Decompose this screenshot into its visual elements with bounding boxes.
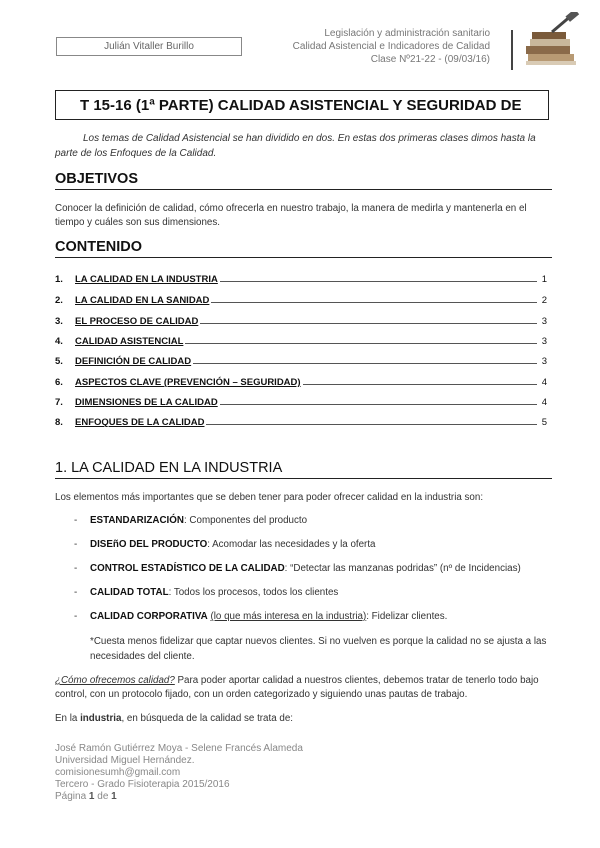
toc-item[interactable] (55, 353, 547, 367)
bullet-term: CALIDAD CORPORATIVA (90, 611, 208, 622)
industria-paragraph (55, 712, 553, 726)
question-paragraph (55, 674, 553, 702)
footer-university: Universidad Miguel Hernández. (55, 755, 195, 766)
toc-number: 8. (55, 417, 63, 428)
contenido-heading: CONTENIDO (55, 239, 552, 258)
toc-page: 5 (541, 417, 547, 428)
toc-page: 1 (541, 274, 547, 285)
bullet-text: : Fidelizar clientes. (366, 611, 448, 622)
toc-page: 4 (541, 377, 547, 388)
list-item: - DISEñO DEL PRODUCTO: Acomodar las necesidades y la oferta (74, 539, 376, 550)
toc-leader (220, 404, 537, 405)
toc-number: 6. (55, 377, 63, 388)
note-paragraph: *Cuesta menos fidelizar que captar nuevos clientes. Si no vuelven es porque la calidad no se ajusta a las necesidades del cliente. (90, 636, 547, 662)
header-subject-line2: Calidad Asistencial e Indicadores de Calidad (292, 41, 490, 52)
toc-leader (303, 384, 537, 385)
industria-bold: industria (80, 713, 122, 724)
header-subject (293, 27, 490, 66)
toc-number: 7. (55, 397, 63, 408)
toc-leader (185, 343, 537, 344)
question-rest: Para poder aportar calidad a nuestros clientes, debemos tratar de tenerlo todo bajo control, con un protocolo fijado, con un orden categorizado y siguiendo unas pautas de trabajo. (55, 675, 539, 700)
toc-item[interactable] (55, 333, 547, 347)
bullet-term: ESTANDARIZACIÓN (90, 515, 184, 526)
toc-page: 3 (541, 336, 547, 347)
footer-email: comisionesumh@gmail.com (55, 767, 181, 778)
toc-item[interactable] (55, 292, 547, 306)
toc-item[interactable] (55, 271, 547, 285)
objetivos-text: Conocer la definición de calidad, cómo ofrecerla en nuestro trabajo, la manera de medirla y mantenerla en el tiempo y cuáles son sus dimensiones. (55, 203, 527, 228)
bullet-text: : Todos los procesos, todos los clientes (168, 587, 339, 598)
header-subject-line1: Legislación y administración sanitario (324, 28, 490, 39)
section1-lead: Los elementos más importantes que se deben tener para poder ofrecer calidad en la industria son: (55, 492, 484, 503)
toc-page: 3 (541, 356, 547, 367)
page-footer (55, 743, 303, 803)
document-title: T 15-16 (1ª PARTE) CALIDAD ASISTENCIAL Y SEGURIDAD DE (55, 90, 549, 120)
footer-course: Tercero - Grado Fisioterapia 2015/2016 (55, 779, 230, 790)
bullet-underlined: (lo que más interesa en la industria) (210, 611, 367, 622)
toc-number: 1. (55, 274, 63, 285)
toc-leader (200, 323, 537, 324)
toc-label[interactable]: EL PROCESO DE CALIDAD (75, 316, 199, 327)
list-item: - CONTROL ESTADÍSTICO DE LA CALIDAD: “Detectar las manzanas podridas” (nº de Incidencias) (74, 563, 521, 574)
footer-authors: José Ramón Gutiérrez Moya - Selene Francés Alameda (55, 743, 303, 754)
toc-label[interactable]: ENFOQUES DE LA CALIDAD (75, 417, 205, 428)
toc-item[interactable] (55, 414, 547, 428)
toc-item[interactable] (55, 394, 547, 408)
toc-leader (193, 363, 537, 364)
toc-leader (220, 281, 537, 282)
industria-pre: En la (55, 713, 81, 724)
toc-page: 3 (541, 316, 547, 327)
list-item: - CALIDAD CORPORATIVA (lo que más interesa en la industria): Fidelizar clientes. (74, 611, 448, 622)
toc-number: 3. (55, 316, 63, 327)
books-gavel-icon (522, 12, 582, 68)
toc-label[interactable]: LA CALIDAD EN LA INDUSTRIA (75, 274, 218, 285)
footer-page-number: Página 1 de 1 (55, 791, 117, 802)
list-item: - CALIDAD TOTAL: Todos los procesos, todos los clientes (74, 587, 339, 598)
toc-number: 4. (55, 336, 63, 347)
objetivos-heading: OBJETIVOS (55, 171, 552, 190)
bullet-text: : Acomodar las necesidades y la oferta (207, 539, 376, 550)
bullet-term: DISEñO DEL PRODUCTO (90, 539, 208, 550)
toc-page: 4 (541, 397, 547, 408)
toc-leader (206, 424, 537, 425)
header-subject-line3: Clase Nº21-22 - (09/03/16) (370, 54, 490, 65)
toc-leader (211, 302, 537, 303)
toc-label[interactable]: ASPECTOS CLAVE (PREVENCIÓN – SEGURIDAD) (75, 377, 301, 388)
toc-label[interactable]: DEFINICIÓN DE CALIDAD (75, 356, 192, 367)
bullet-term: CALIDAD TOTAL (90, 587, 169, 598)
question-text: ¿Cómo ofrecemos calidad? (55, 675, 175, 686)
bullet-text: : “Detectar las manzanas podridas” (nº de Incidencias) (284, 563, 521, 574)
bullet-term: CONTROL ESTADÍSTICO DE LA CALIDAD (90, 563, 285, 574)
toc-item[interactable] (55, 374, 547, 388)
intro-paragraph: Los temas de Calidad Asistencial se han dividido en dos. En estas dos primeras clases dimos hasta la parte de los Enfoques de la Calidad. (55, 133, 536, 159)
toc-label[interactable]: LA CALIDAD EN LA SANIDAD (75, 295, 210, 306)
industria-post: , en búsqueda de la calidad se trata de: (121, 713, 294, 724)
section1-heading: 1. LA CALIDAD EN LA INDUSTRIA (55, 460, 552, 479)
header-divider (511, 30, 513, 70)
author-name: Julián Vitaller Burillo (56, 37, 242, 56)
toc-number: 2. (55, 295, 63, 306)
list-item: - ESTANDARIZACIÓN: Componentes del producto (74, 515, 308, 526)
toc-page: 2 (541, 295, 547, 306)
toc-label[interactable]: CALIDAD ASISTENCIAL (75, 336, 184, 347)
toc-item[interactable] (55, 313, 547, 327)
toc-number: 5. (55, 356, 63, 367)
bullet-text: : Componentes del producto (183, 515, 308, 526)
toc-label[interactable]: DIMENSIONES DE LA CALIDAD (75, 397, 218, 408)
